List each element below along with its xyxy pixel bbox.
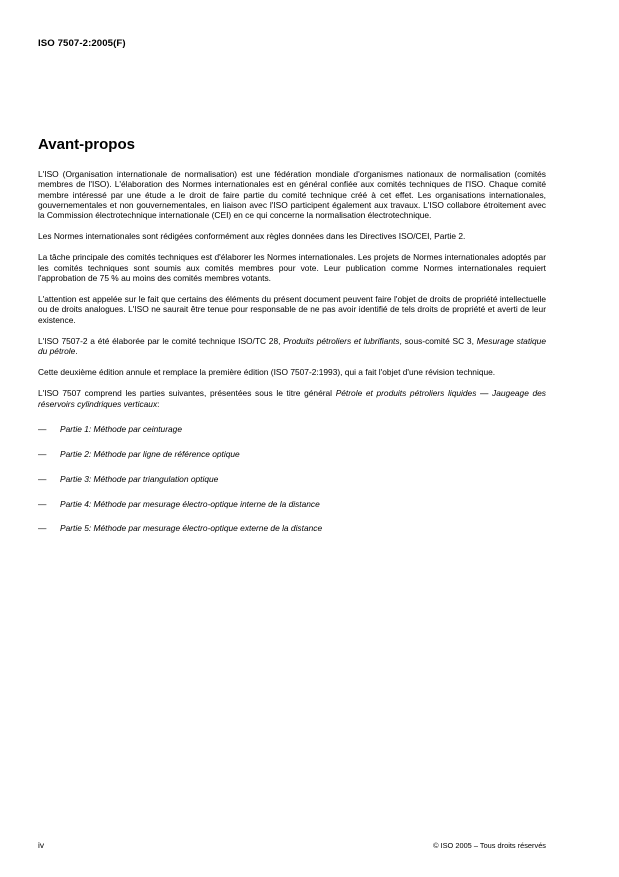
dash-bullet: —: [38, 423, 47, 434]
paragraph-parts-intro: [38, 388, 546, 409]
copyright-notice: © ISO 2005 – Tous droits réservés: [433, 841, 546, 850]
page-title: Avant-propos: [38, 136, 135, 153]
list-item: [38, 499, 546, 509]
list-item: [38, 449, 546, 459]
general-title: Pétrole et produits pétroliers liquides — Jaugeage des réservoirs cylindriques verticaux: [38, 388, 546, 409]
paragraph-iso-intro: L'ISO (Organisation internationale de normalisation) est une fédération mondiale d'organismes nationaux de normalisation (comités membres de l'ISO). L'élaboration des Normes internationales est en général confiée aux comités techniques de l'ISO. Chaque comité membre intéressé par une étude a le droit de faire partie du comité technique créé à cet effet. Les organisations internationales, gouvernementales et non gouvernementales, en liaison avec l'ISO participent également aux travaux. L'ISO collabore étroitement avec la Commission électrotechnique internationale (CEI) en ce qui concerne la normalisation électrotechnique.: [38, 169, 546, 221]
part-title: Partie 2: Méthode par ligne de référence optique: [60, 448, 240, 459]
prepared-by-text-c: , sous-comité SC 3,: [399, 335, 477, 346]
document-id-header: ISO 7507-2:2005(F): [38, 38, 126, 49]
part-title: Partie 3: Méthode par triangulation optique: [60, 473, 219, 484]
paragraph-patent-rights: L'attention est appelée sur le fait que certains des éléments du présent document peuvent faire l'objet de droits de propriété intellectuelle ou de droits analogues. L'ISO ne saurait être tenue pour responsable de ne pas avoir identifié de tels droits de propriété et averti de leur existence.: [38, 294, 546, 325]
prepared-by-text-a: L'ISO 7507-2 a été élaborée par le comité technique ISO/TC 28,: [38, 335, 284, 346]
foreword-body: [38, 169, 546, 548]
subcommittee-title: Mesurage statique du pétrole: [38, 335, 546, 357]
list-item: [38, 523, 546, 533]
list-item: [38, 424, 546, 434]
part-title: Partie 5: Méthode par mesurage électro-optique externe de la distance: [60, 523, 323, 534]
paragraph-directives: Les Normes internationales sont rédigées conformément aux règles données dans les Directives ISO/CEI, Partie 2.: [38, 231, 466, 242]
page-number: iv: [38, 840, 45, 850]
part-title: Partie 1: Méthode par ceinturage: [60, 423, 182, 434]
part-title: Partie 4: Méthode par mesurage électro-optique interne de la distance: [60, 498, 320, 509]
parts-intro-text-c: :: [157, 398, 160, 409]
dash-bullet: —: [38, 448, 47, 459]
prepared-by-text-e: .: [75, 346, 78, 357]
paragraph-technical-committees: La tâche principale des comités techniques est d'élaborer les Normes internationales. Les projets de Normes internationales adoptés par les comités techniques sont soumis aux comités membres pour vote. Leur publication comme Normes internationales requiert l'approbation de 75 % au moins des comités membres votants.: [38, 252, 546, 283]
list-item: [38, 474, 546, 484]
dash-bullet: —: [38, 523, 47, 534]
paragraph-edition: Cette deuxième édition annule et remplace la première édition (ISO 7507-2:1993), qui a fait l'objet d'une révision technique.: [38, 367, 496, 378]
committee-title: Produits pétroliers et lubrifiants: [283, 335, 400, 346]
parts-intro-text-a: L'ISO 7507 comprend les parties suivantes, présentées sous le titre général: [38, 388, 336, 399]
paragraph-prepared-by: [38, 336, 546, 357]
parts-list: [38, 424, 546, 534]
dash-bullet: —: [38, 473, 47, 484]
dash-bullet: —: [38, 498, 47, 509]
